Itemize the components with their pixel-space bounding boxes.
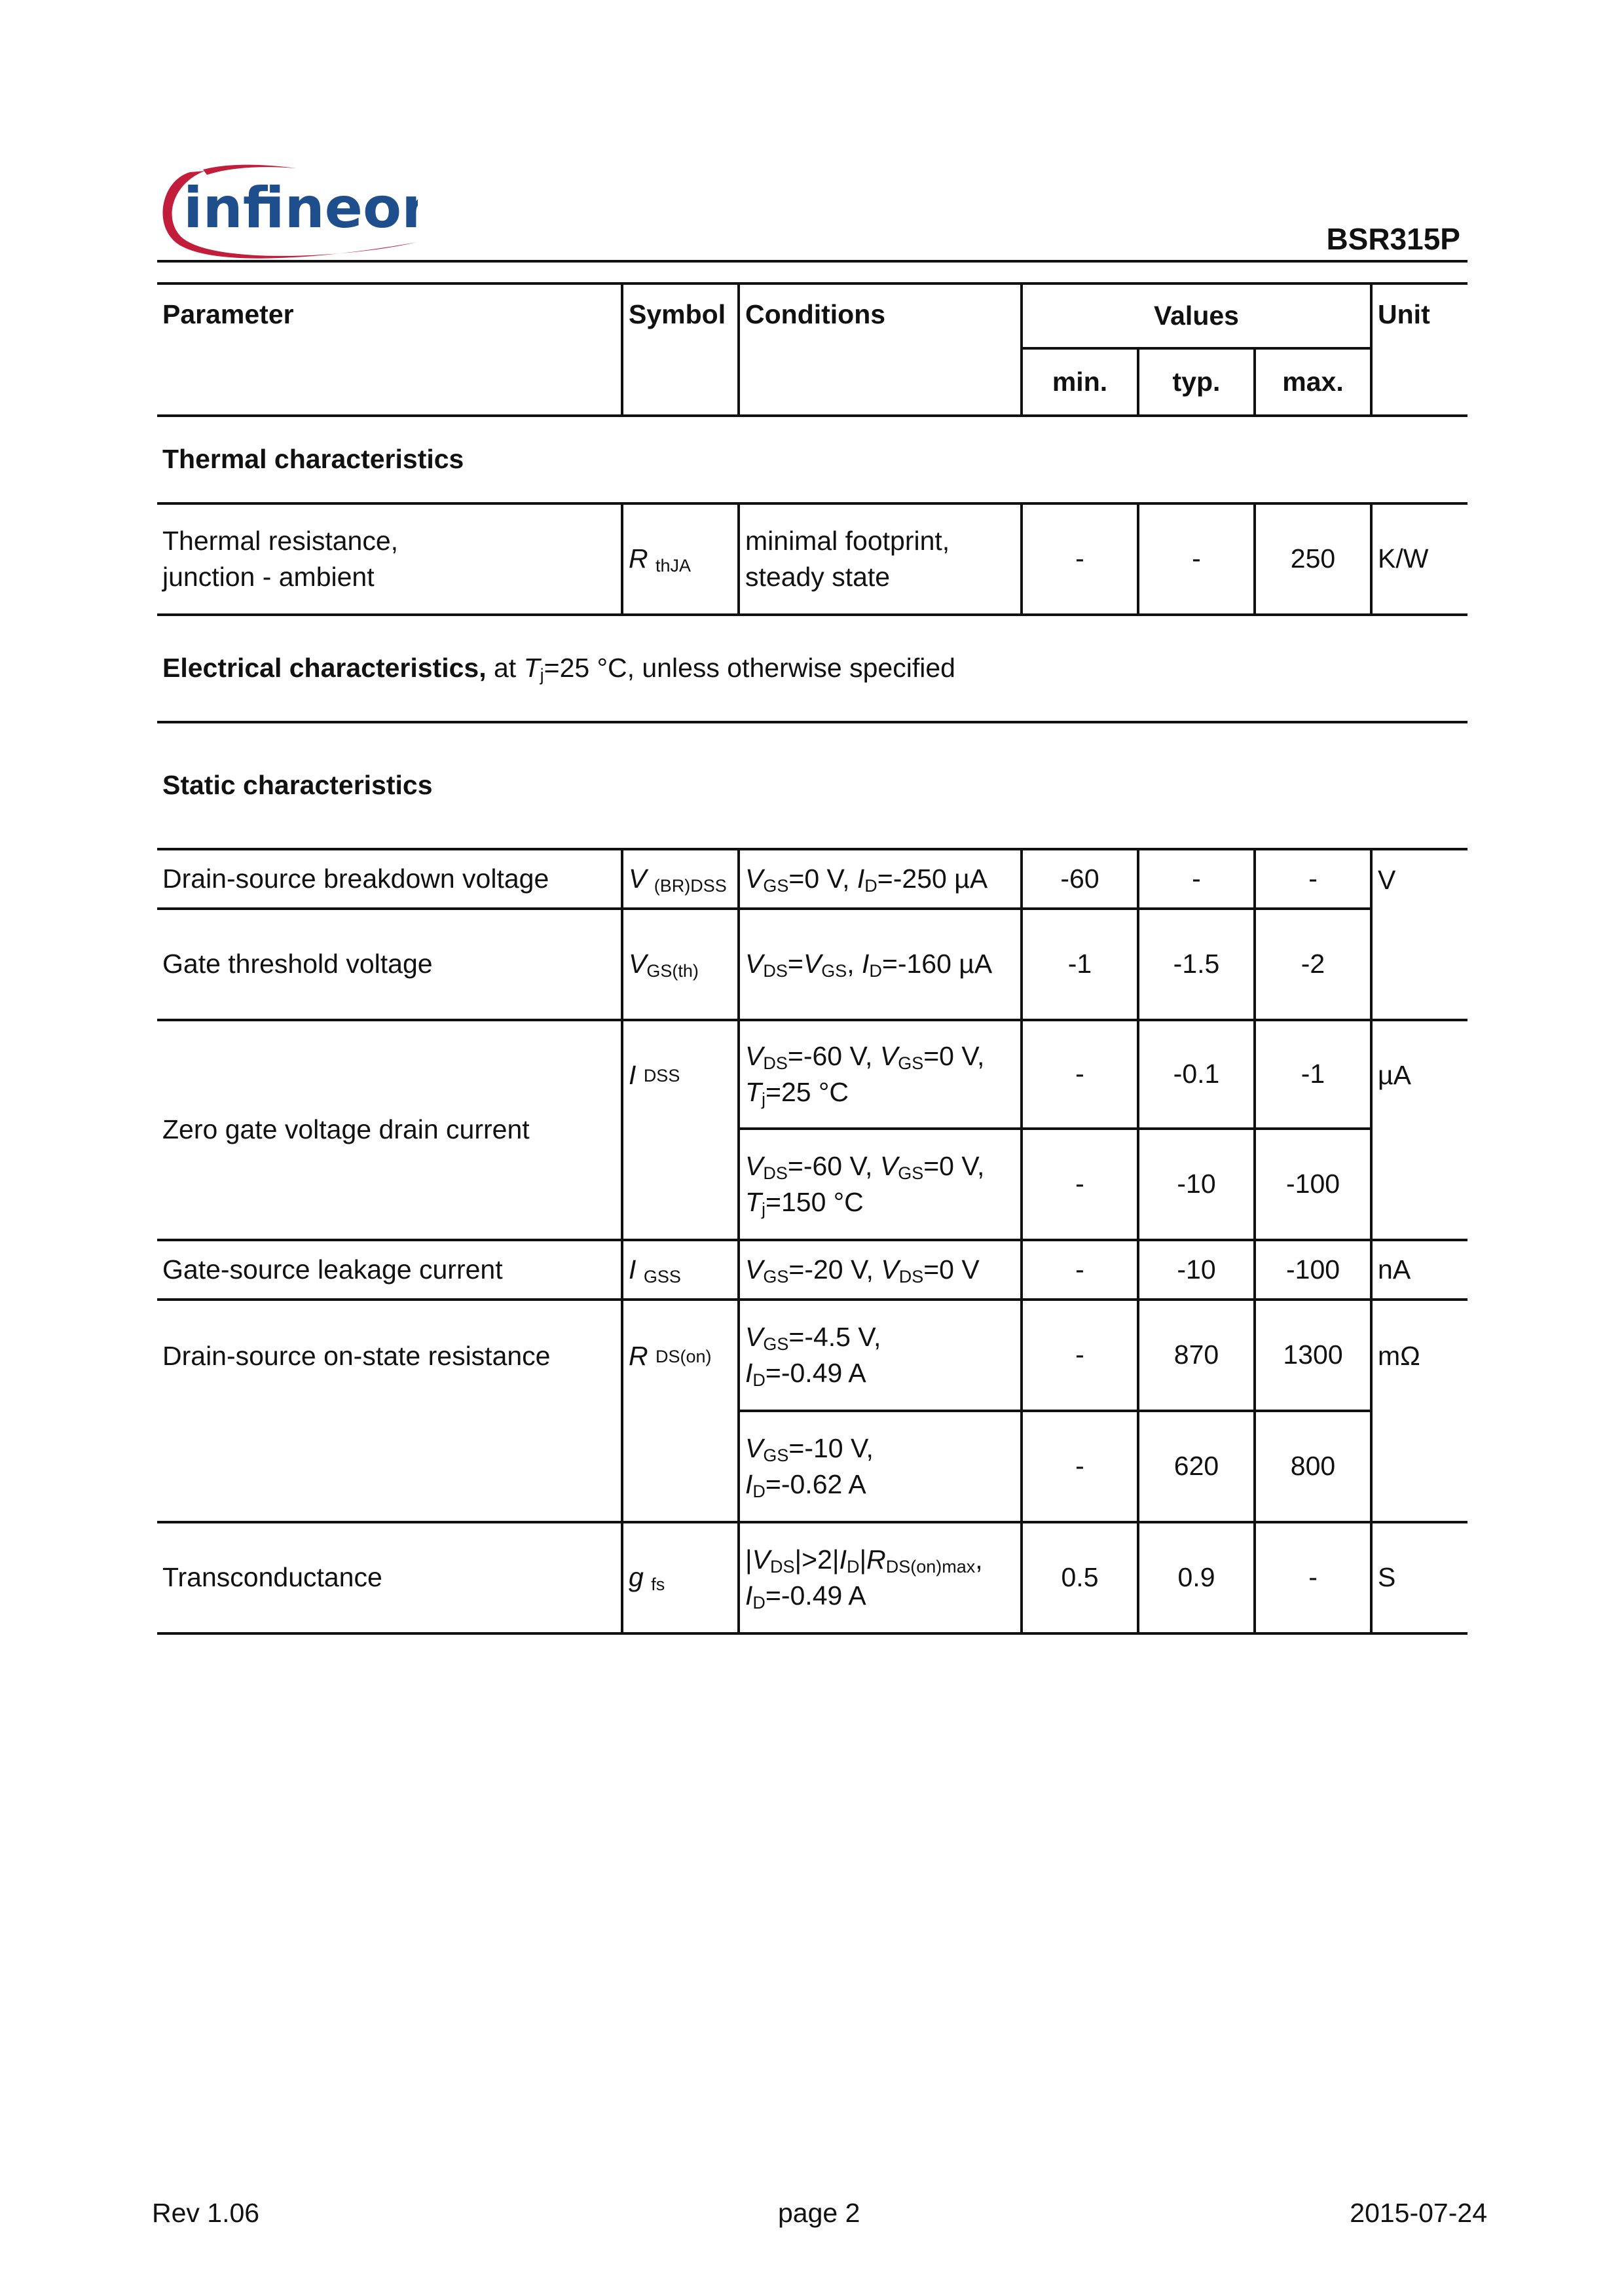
logo-text: infineon [183,175,418,241]
max-value: -1 [1255,1020,1371,1129]
col-typ: typ. [1138,348,1255,416]
max-value: - [1255,1522,1371,1633]
table-header-row [157,283,1467,348]
typ-value: -10 [1138,1240,1255,1300]
condition-cell: $|V_{DS}|>2|I_D|R_{DS(on)max}$, $I_D=-0.49$ A [739,1522,1022,1633]
min-value: - [1022,503,1138,615]
table-row [157,1240,1467,1300]
symbol-cell [622,849,739,909]
section-title: Thermal characteristics [157,416,1467,503]
typ-value: - [1138,503,1255,615]
max-value: 1300 [1255,1300,1371,1411]
condition-cell: $V_{GS}=-20$ V, $V_{DS}=0$ V [739,1240,1022,1300]
footer-date: 2015-07-24 [1350,2198,1487,2228]
col-symbol: Symbol [622,283,739,416]
table-row [157,1522,1467,1633]
electrical-title-cell [157,615,1467,722]
max-value: -100 [1255,1240,1371,1300]
symbol-cell [622,1240,739,1300]
section-thermal [157,416,1467,503]
min-value: - [1022,1020,1138,1129]
col-min: min. [1022,348,1138,416]
symbol-cell [622,1522,739,1633]
table-row [157,849,1467,909]
col-parameter: Parameter [157,283,622,416]
symbol-sub: (BR)DSS [654,875,727,896]
unit-value: mΩ [1371,1300,1467,1522]
typ-value: -0.1 [1138,1020,1255,1129]
col-conditions: Conditions [739,283,1022,416]
symbol-main: R [629,543,648,574]
symbol-sub: fs [651,1575,665,1595]
typ-value: 0.9 [1138,1522,1255,1633]
note-sub: j [540,665,544,685]
condition-cell: $V_{GS}=0$ V, $I_D=-250$ µA [739,849,1022,909]
symbol-main: R [629,1341,648,1372]
param-line: Thermal resistance, [162,525,399,556]
symbol-sub: thJA [655,556,692,576]
section-electrical [157,615,1467,722]
condition-cell: $V_{DS}=V_{GS}$, $I_D=-160$ µA [739,909,1022,1020]
part-number: BSR315P [1326,222,1460,256]
condition-line: minimal footprint, [745,525,950,556]
unit-value: S [1371,1522,1467,1633]
footer-revision: Rev 1.06 [152,2198,260,2228]
param-cell: Gate-source leakage current [157,1240,622,1300]
param-cell: Zero gate voltage drain current [157,1020,622,1240]
condition-cell: $V_{DS}=-60$ V, $V_{GS}=0$ V, $T_j=25$ °C [739,1020,1022,1129]
symbol-cell: R DS(on) [622,1300,739,1522]
min-value: - [1022,1300,1138,1411]
unit-value: µA [1371,1020,1467,1240]
unit-value: V [1371,849,1467,1020]
unit-value: K/W [1371,503,1467,615]
section-title: Electrical characteristics, [162,653,487,683]
spec-table [157,282,1467,1635]
condition-cell [739,503,1022,615]
typ-value: -1.5 [1138,909,1255,1020]
footer-page-number: page 2 [778,2198,860,2228]
symbol-main: I [629,1060,637,1091]
min-value: -1 [1022,909,1138,1020]
table-row [157,1300,1467,1411]
typ-value: -10 [1138,1129,1255,1240]
infineon-logo [156,160,418,268]
max-value: - [1255,849,1371,909]
condition-cell: $V_{GS}=-10$ V, $I_D=-0.62$ A [739,1411,1022,1522]
param-cell: Gate threshold voltage [157,909,622,1020]
table-row [157,909,1467,1020]
note-text: at [486,653,524,683]
symbol-main: g [629,1562,644,1593]
symbol-main: V [629,863,647,894]
symbol-cell: I DSS [622,1020,739,1240]
section-static [157,722,1467,849]
section-title: Static characteristics [157,722,1467,849]
unit-value: nA [1371,1240,1467,1300]
param-cell: Transconductance [157,1522,622,1633]
max-value: 250 [1255,503,1371,615]
min-value: -60 [1022,849,1138,909]
infineon-logo-graphic [156,160,418,268]
note-symbol: T [523,653,540,683]
symbol-sub: GSS [643,1266,681,1286]
param-line: junction - ambient [162,562,375,592]
param-cell: Drain-source on-state resistance [157,1300,622,1522]
condition-line: steady state [745,562,891,592]
min-value: - [1022,1411,1138,1522]
max-value: -2 [1255,909,1371,1020]
header-rule [157,260,1467,263]
max-value: 800 [1255,1411,1371,1522]
symbol-main: I [629,1254,637,1285]
typ-value: 870 [1138,1300,1255,1411]
table-row [157,503,1467,615]
symbol-cell [622,909,739,1020]
min-value: 0.5 [1022,1522,1138,1633]
col-max: max. [1255,348,1371,416]
symbol-cell [622,503,739,615]
max-value: -100 [1255,1129,1371,1240]
min-value: - [1022,1129,1138,1240]
typ-value: - [1138,849,1255,909]
typ-value: 620 [1138,1411,1255,1522]
condition-cell: $V_{GS}=-4.5$ V, $I_D=-0.49$ A [739,1300,1022,1411]
param-cell [157,503,622,615]
min-value: - [1022,1240,1138,1300]
condition-cell: $V_{DS}=-60$ V, $V_{GS}=0$ V, $T_j=150$ °C [739,1129,1022,1240]
symbol-main: V [629,949,647,979]
param-cell: Drain-source breakdown voltage [157,849,622,909]
col-values: Values [1022,283,1371,348]
col-unit: Unit [1371,283,1467,416]
symbol-sub: GS(th) [646,961,699,981]
note-text: =25 °C, unless otherwise specified [544,653,955,683]
table-row [157,1020,1467,1129]
